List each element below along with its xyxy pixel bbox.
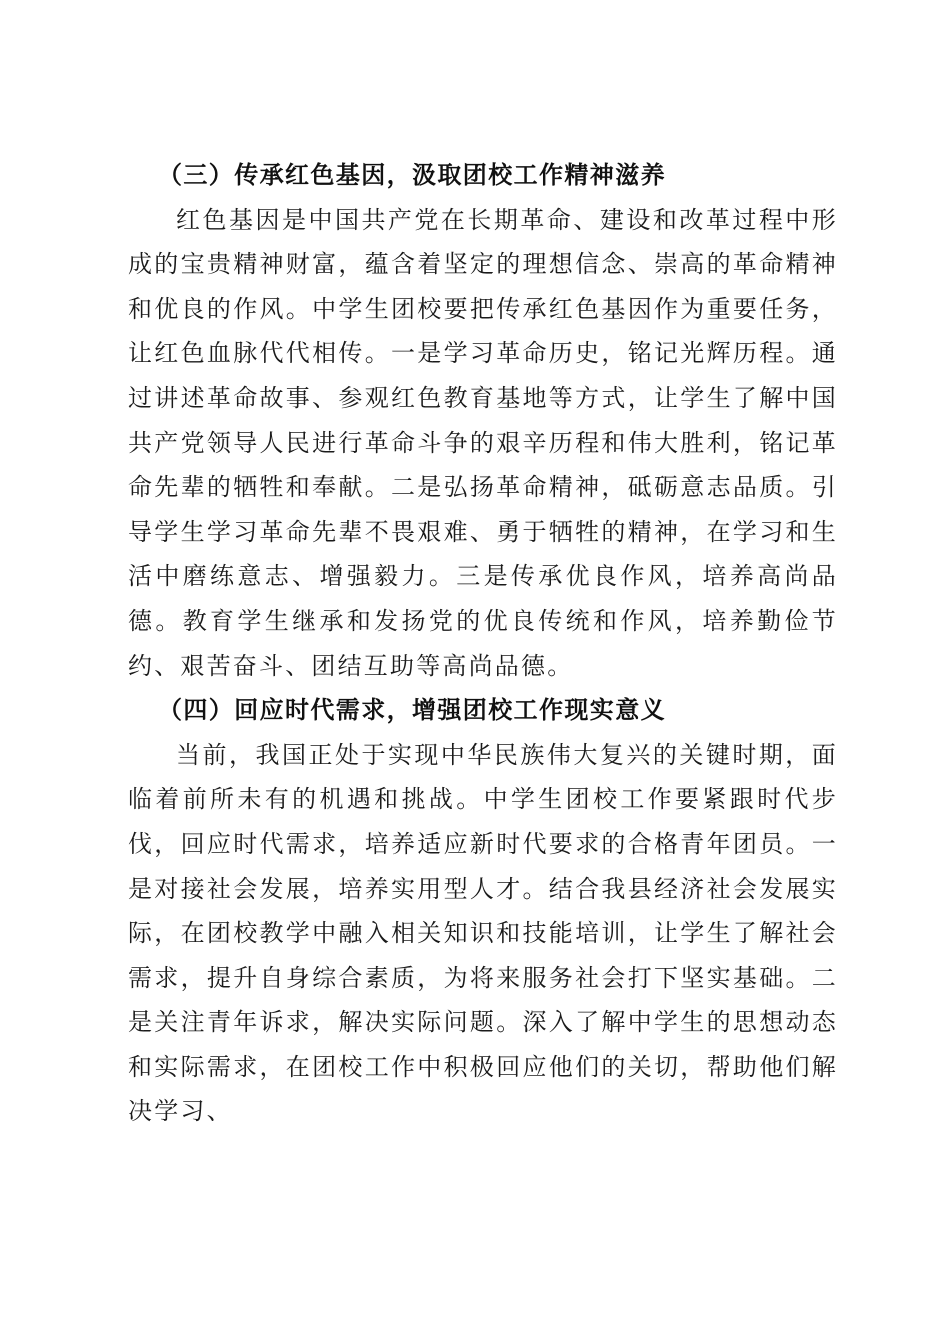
section-paragraph-3: 红色基因是中国共产党在长期革命、建设和改革过程中形成的宝贵精神财富，蕴含着坚定的理想信念、崇高的革命精神和优良的作风。中学生团校要把传承红色基因作为重要任务，让红色血脉代代相传。一是学习革命历史，铭记光辉历程。通过讲述革命故事、参观红色教育基地等方式，让学生了解中国共产党领导人民进行革命斗争的艰辛历程和伟大胜利，铭记革命先辈的牺牲和奉献。二是弘扬革命精神，砥砺意志品质。引导学生学习革命先辈不畏艰难、勇于牺牲的精神，在学习和生活中磨练意志、增强毅力。三是传承优良作风，培养高尚品德。教育学生继承和发扬党的优良传统和作风，培养勤俭节约、艰苦奋斗、团结互助等高尚品德。 bbox=[128, 205, 838, 680]
document-body bbox=[128, 153, 838, 1134]
section-heading-3: （三）传承红色基因，汲取团校工作精神滋养 bbox=[158, 161, 666, 189]
section-paragraph-4: 当前，我国正处于实现中华民族伟大复兴的关键时期，面临着前所未有的机遇和挑战。中学生团校工作要紧跟时代步伐，回应时代需求，培养适应新时代要求的合格青年团员。一是对接社会发展，培养实用型人才。结合我县经济社会发展实际，在团校教学中融入相关知识和技能培训，让学生了解社会需求，提升自身综合素质，为将来服务社会打下坚实基础。二是关注青年诉求，解决实际问题。深入了解中学生的思想动态和实际需求，在团校工作中积极回应他们的关切，帮助他们解决学习、 bbox=[128, 740, 838, 1126]
section-heading-4: （四）回应时代需求，增强团校工作现实意义 bbox=[158, 696, 666, 725]
